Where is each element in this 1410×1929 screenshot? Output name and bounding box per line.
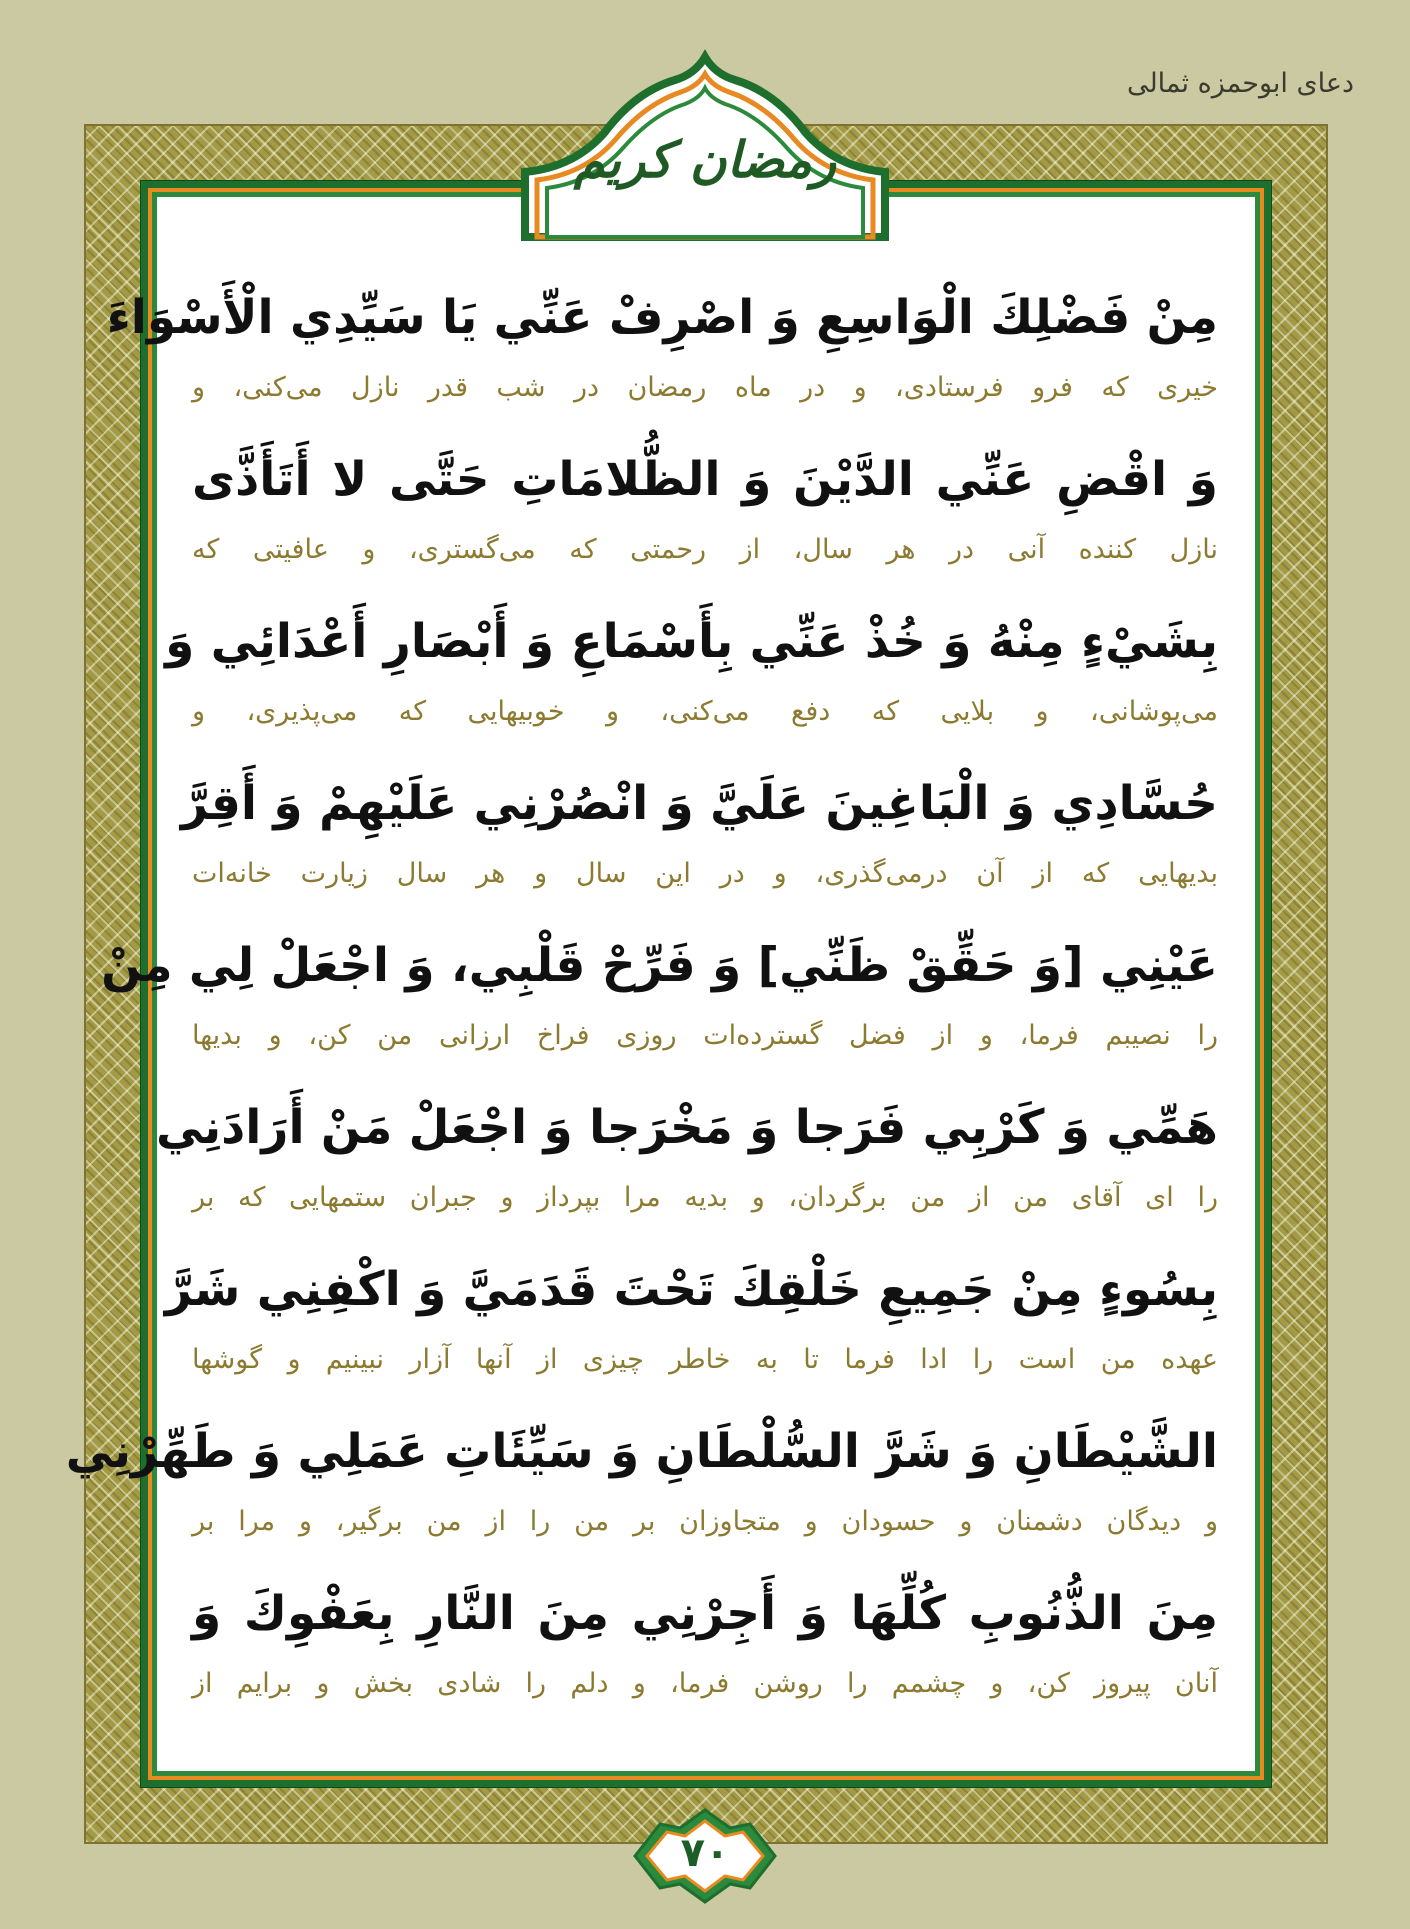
persian-translation-line: نازل کننده آنی در هر سال، از رحمتی که می‌گستری، و عافیتی که xyxy=(192,534,1218,565)
page-number: ۷۰ xyxy=(680,1830,730,1876)
persian-translation-line: بدیهایی که از آن درمی‌گذری، و در این سال و هر سال زیارت خانه‌ات xyxy=(192,858,1218,889)
text-pair xyxy=(164,1242,1218,1404)
text-pair xyxy=(101,918,1218,1080)
persian-translation-line: آنان پیروز کن، و چشمم را روشن فرما، و دلم را شادی بخش و برایم از xyxy=(192,1668,1218,1699)
arabic-line: بِشَيْءٍ مِنْهُ وَ خُذْ عَنِّي بِأَسْمَاعِ وَ أَبْصَارِ أَعْدَائِي وَ xyxy=(165,614,1218,669)
persian-translation-line: می‌پوشانی، و بلایی که دفع می‌کنی، و خوبیهایی که می‌پذیری، و xyxy=(192,696,1218,727)
arabic-line: هَمِّي وَ كَرْبِي فَرَجا وَ مَخْرَجا وَ اجْعَلْ مَنْ أَرَادَنِي xyxy=(155,1100,1218,1155)
arabic-line: حُسَّادِي وَ الْبَاغِينَ عَلَيَّ وَ انْصُرْنِي عَلَيْهِمْ وَ أَقِرَّ xyxy=(180,776,1218,831)
text-area xyxy=(65,270,1218,1728)
text-pair xyxy=(192,432,1218,594)
arabic-line: الشَّيْطَانِ وَ شَرَّ السُّلْطَانِ وَ سَيِّئَاتِ عَمَلِي وَ طَهِّرْنِي xyxy=(65,1424,1218,1479)
ramadan-kareem-emblem-text: رمضان کریم xyxy=(573,130,837,189)
arabic-line: عَيْنِي [وَ حَقِّقْ ظَنِّي] وَ فَرِّحْ قَلْبِي، وَ اجْعَلْ لِي مِنْ xyxy=(101,938,1218,993)
text-pair xyxy=(106,270,1218,432)
text-pair xyxy=(165,594,1218,756)
arabic-line: مِنْ فَضْلِكَ الْوَاسِعِ وَ اصْرِفْ عَنِّي يَا سَيِّدِي الْأَسْوَاءَ xyxy=(106,290,1218,345)
persian-translation-line: عهده من است را ادا فرما تا به خاطر چیزی از آنها آزار نبینیم و گوشها xyxy=(192,1344,1218,1375)
text-pair xyxy=(65,1404,1218,1566)
persian-translation-line: را ای آقای من از من برگردان، و بدیه مرا بپرداز و جبران ستمهایی که بر xyxy=(192,1182,1218,1213)
persian-translation-line: خیری که فرو فرستادی، و در ماه رمضان در شب قدر نازل می‌کنی، و xyxy=(192,372,1218,403)
arabic-line: مِنَ الذُّنُوبِ كُلِّهَا وَ أَجِرْنِي مِنَ النَّارِ بِعَفْوِكَ وَ xyxy=(192,1586,1218,1641)
text-pair xyxy=(180,756,1218,918)
persian-translation-line: را نصیبم فرما، و از فضل گسترده‌ات روزی فراخ ارزانی من کن، و بدیها xyxy=(192,1020,1218,1051)
arabic-line: بِسُوءٍ مِنْ جَمِيعِ خَلْقِكَ تَحْتَ قَدَمَيَّ وَ اكْفِنِي شَرَّ xyxy=(164,1262,1218,1317)
text-pair xyxy=(155,1080,1218,1242)
page-header-title: دعای ابوحمزه ثمالی xyxy=(1126,68,1354,99)
arabic-line: وَ اقْضِ عَنِّي الدَّيْنَ وَ الظُّلامَاتِ حَتَّى لا أَتَأَذَّى xyxy=(192,452,1218,507)
text-pair xyxy=(192,1566,1218,1728)
persian-translation-line: و دیدگان دشمنان و حسودان و متجاوزان بر من را از من برگیر، و مرا بر xyxy=(192,1506,1218,1537)
